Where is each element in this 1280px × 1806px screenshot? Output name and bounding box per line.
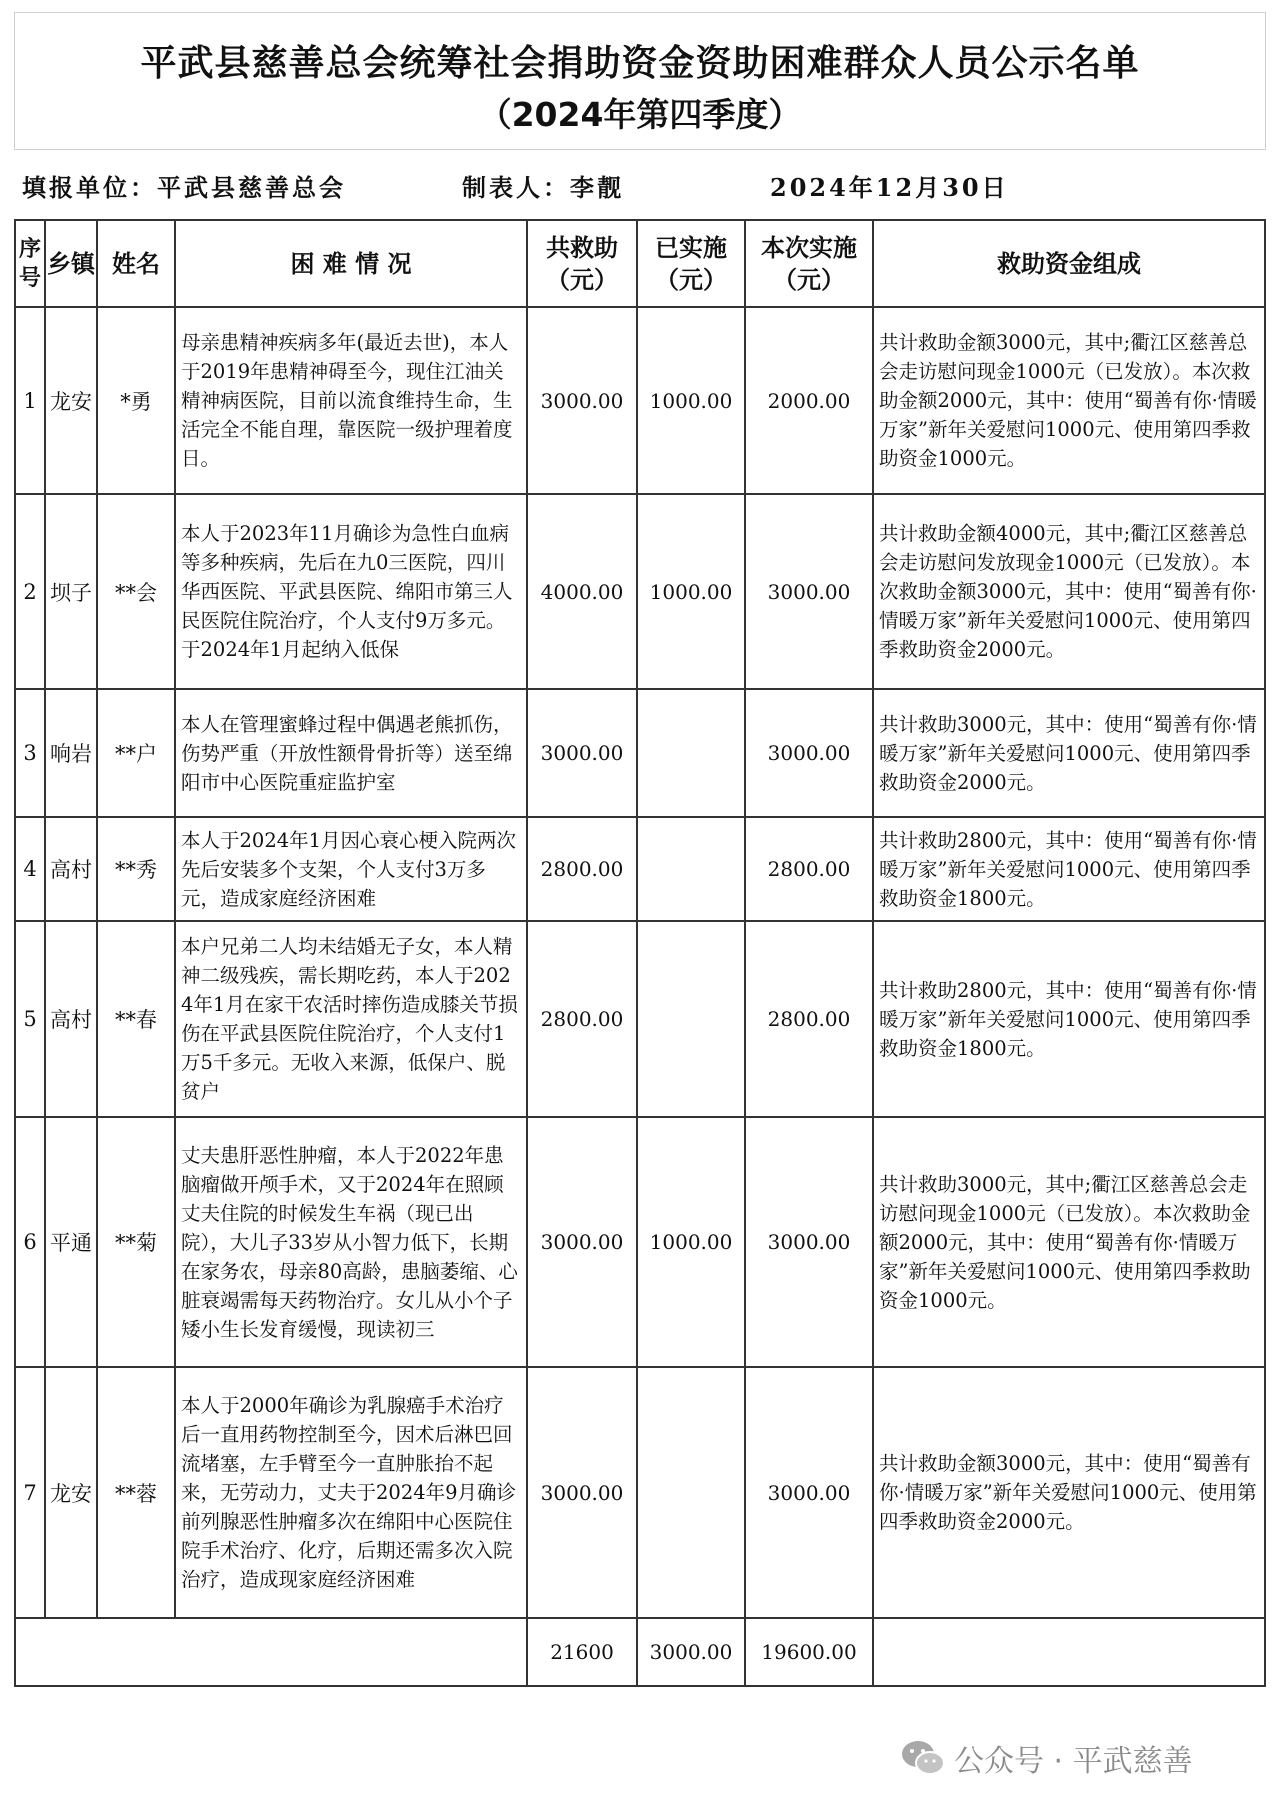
table-row [15,1367,1265,1618]
header-row [15,220,1265,307]
row-composition: 共计救助2800元，其中：使用“蜀善有你·情暖万家”新年关爱慰问1000元、使用第四季救助资金1800元。 [873,817,1265,921]
table-maker: 制表人：李靓 [462,173,624,202]
report-date: 2024年12月30日 [770,173,1009,202]
table-row [15,817,1265,921]
row-seq: 7 [15,1367,45,1618]
row-total: 3000.00 [527,307,637,494]
row-town: 龙安 [45,307,97,494]
row-name: **会 [97,494,175,689]
row-name: **菊 [97,1117,175,1367]
row-situation: 本人在管理蜜蜂过程中偶遇老熊抓伤，伤势严重（开放性额骨骨折等）送至绵阳市中心医院重症监护室 [175,689,527,817]
totals-label-cell [15,1618,527,1686]
row-seq: 1 [15,307,45,494]
row-seq: 3 [15,689,45,817]
row-name: *勇 [97,307,175,494]
row-composition: 共计救助金额3000元，其中;衢江区慈善总会走访慰问现金1000元（已发放）。本次救助金额2000元，其中：使用“蜀善有你·情暖万家”新年关爱慰问1000元、使用第四季救助资金1000元。 [873,307,1265,494]
row-town: 高村 [45,921,97,1117]
row-done: 1000.00 [637,307,745,494]
row-seq: 6 [15,1117,45,1367]
header-current: 本次实施（元） [745,220,873,307]
row-situation: 本人于2000年确诊为乳腺癌手术治疗后一直用药物控制至今，因术后淋巴回流堵塞，左手臂至今一直肿胀抬不起来，无劳动力，丈夫于2024年9月确诊前列腺恶性肿瘤多次在绵阳中心医院住院手术治疗、化疗，后期还需多次入院治疗，造成现家庭经济困难 [175,1367,527,1618]
row-composition: 共计救助金额3000元，其中：使用“蜀善有你·情暖万家”新年关爱慰问1000元、使用第四季救助资金2000元。 [873,1367,1265,1618]
row-done [637,817,745,921]
watermark-text: 公众号 · 平武慈善 [954,1744,1193,1779]
row-situation: 本人于2024年1月因心衰心梗入院两次先后安装多个支架，个人支付3万多元，造成家庭经济困难 [175,817,527,921]
row-situation: 母亲患精神疾病多年(最近去世)，本人于2019年患精神碍至今，现住江油关精神病医院，目前以流食维持生命，生活完全不能自理，靠医院一级护理着度日。 [175,307,527,494]
reporting-unit: 填报单位：平武县慈善总会 [22,173,346,202]
row-town: 坝子 [45,494,97,689]
totals-done: 3000.00 [637,1618,745,1686]
totals-row [15,1618,1265,1686]
header-name: 姓名 [97,220,175,307]
table-row [15,1117,1265,1367]
header-total: 共救助（元） [527,220,637,307]
row-current: 3000.00 [745,1367,873,1618]
row-name: **蓉 [97,1367,175,1618]
row-done: 1000.00 [637,494,745,689]
row-current: 3000.00 [745,494,873,689]
row-total: 3000.00 [527,1367,637,1618]
row-done: 1000.00 [637,1117,745,1367]
row-seq: 2 [15,494,45,689]
row-situation: 丈夫患肝恶性肿瘤，本人于2022年患脑瘤做开颅手术，又于2024年在照顾丈夫住院的时候发生车祸（现已出院），大儿子33岁从小智力低下，长期在家务农，母亲80高龄，患脑萎缩、心脏衰竭需每天药物治疗。女儿从小个子矮小生长发育缓慢，现读初三 [175,1117,527,1367]
row-town: 响岩 [45,689,97,817]
row-seq: 4 [15,817,45,921]
row-composition: 共计救助3000元，其中：使用“蜀善有你·情暖万家”新年关爱慰问1000元、使用第四季救助资金2000元。 [873,689,1265,817]
row-total: 3000.00 [527,689,637,817]
header-situation: 困 难 情 况 [175,220,527,307]
row-name: **户 [97,689,175,817]
row-done [637,689,745,817]
row-situation: 本户兄弟二人均未结婚无子女，本人精神二级残疾，需长期吃药，本人于2024年1月在家干农活时摔伤造成膝关节损伤在平武县医院住院治疗，个人支付1万5千多元。无收入来源，低保户、脱贫户 [175,921,527,1117]
table-row [15,307,1265,494]
row-done [637,1367,745,1618]
row-name: **春 [97,921,175,1117]
row-current: 2000.00 [745,307,873,494]
header-town: 乡镇 [45,220,97,307]
header-seq: 序号 [15,220,45,307]
row-total: 3000.00 [527,1117,637,1367]
table-row [15,689,1265,817]
table-row [15,921,1265,1117]
row-composition: 共计救助2800元，其中：使用“蜀善有你·情暖万家”新年关爱慰问1000元、使用第四季救助资金1800元。 [873,921,1265,1117]
table-row [15,494,1265,689]
totals-composition-cell [873,1618,1265,1686]
page-subtitle: （2024年第四季度） [478,95,802,134]
row-name: **秀 [97,817,175,921]
totals-total: 21600 [527,1618,637,1686]
row-total: 2800.00 [527,817,637,921]
row-town: 龙安 [45,1367,97,1618]
header-done: 已实施（元） [637,220,745,307]
row-current: 2800.00 [745,817,873,921]
row-current: 3000.00 [745,1117,873,1367]
row-situation: 本人于2023年11月确诊为急性白血病等多种疾病，先后在九0三医院，四川华西医院、平武县医院、绵阳市第三人民医院住院治疗，个人支付9万多元。于2024年1月起纳入低保 [175,494,527,689]
totals-current: 19600.00 [745,1618,873,1686]
row-town: 平通 [45,1117,97,1367]
row-current: 3000.00 [745,689,873,817]
row-seq: 5 [15,921,45,1117]
row-total: 4000.00 [527,494,637,689]
row-current: 2800.00 [745,921,873,1117]
row-composition: 共计救助3000元，其中;衢江区慈善总会走访慰问现金1000元（已发放）。本次救助金额2000元，其中：使用“蜀善有你·情暖万家”新年关爱慰问1000元、使用第四季救助资金1000元。 [873,1117,1265,1367]
page-title: 平武县慈善总会统筹社会捐助资金资助困难群众人员公示名单 [140,43,1140,84]
row-town: 高村 [45,817,97,921]
row-total: 2800.00 [527,921,637,1117]
title-box [14,12,1266,150]
wechat-icon [900,1738,946,1778]
row-composition: 共计救助金额4000元，其中;衢江区慈善总会走访慰问发放现金1000元（已发放）。本次救助金额3000元，其中：使用“蜀善有你·情暖万家”新年关爱慰问1000元、使用第四季救助资金2000元。 [873,494,1265,689]
header-composition: 救助资金组成 [873,220,1265,307]
aid-table [14,219,1266,1687]
row-done [637,921,745,1117]
